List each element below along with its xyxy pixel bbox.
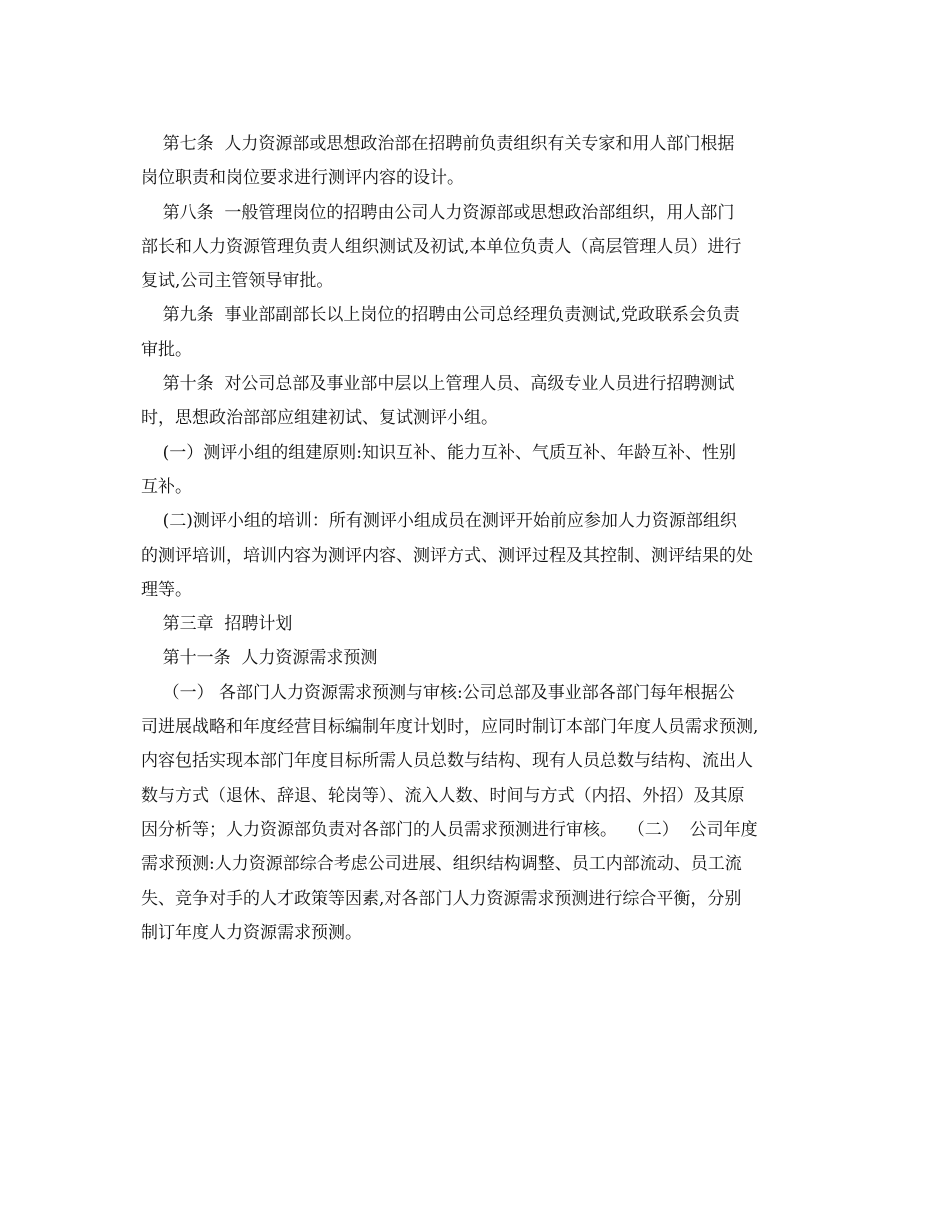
paragraph <box>141 127 813 196</box>
text-line: 第十条 对公司总部及事业部中层以上管理人员、高级专业人员进行招聘测试 <box>141 374 735 395</box>
text-line: 互补。 <box>141 476 192 497</box>
text-line: 因分析等；人力资源部负责对各部门的人员需求预测进行审核。 （二） 公司年度 <box>141 819 758 840</box>
text-line: 理等。 <box>141 579 192 600</box>
paragraph <box>141 196 813 299</box>
document-body <box>141 127 813 950</box>
paragraph <box>141 607 813 641</box>
text-line: 第三章 招聘计划 <box>141 614 293 635</box>
text-line: （一） 各部门人力资源需求预测与审核:公司总部及事业部各部门每年根据公 <box>141 682 735 703</box>
text-line: 第十一条 人力资源需求预测 <box>141 648 378 669</box>
text-line: 第八条 一般管理岗位的招聘由公司人力资源部或思想政治部组织，用人部门 <box>141 202 735 223</box>
text-line: 岗位职责和岗位要求进行测评内容的设计。 <box>141 168 464 189</box>
paragraph <box>141 298 813 367</box>
text-line: (二)测评小组的培训：所有测评小组成员在测评开始前应参加人力资源部组织 <box>141 511 737 532</box>
paragraph <box>141 436 813 505</box>
text-line: 部长和人力资源管理负责人组织测试及初试,本单位负责人（高层管理人员）进行 <box>141 236 742 257</box>
paragraph <box>141 367 813 436</box>
text-line: 失、竞争对手的人才政策等因素,对各部门人力资源需求预测进行综合平衡，分别 <box>141 888 742 909</box>
text-line: 数与方式（退休、辞退、轮岗等）、流入人数、时间与方式（内招、外招）及其原 <box>141 785 745 806</box>
paragraph <box>141 504 813 607</box>
text-line: 审批。 <box>141 339 192 360</box>
text-line: 司进展战略和年度经营目标编制年度计划时，应同时制订本部门年度人员需求预测, <box>141 717 759 738</box>
text-line: 第九条 事业部副部长以上岗位的招聘由公司总经理负责测试,党政联系会负责 <box>141 305 740 326</box>
text-line: 内容包括实现本部门年度目标所需人员总数与结构、现有人员总数与结构、流出人 <box>141 751 753 772</box>
text-line: 制订年度人力资源需求预测。 <box>141 922 362 943</box>
text-line: 时，思想政治部部应组建初试、复试测评小组。 <box>141 408 498 429</box>
paragraph <box>141 641 813 675</box>
text-line: 复试,公司主管领导审批。 <box>141 271 334 292</box>
text-line: (一）测评小组的组建原则:知识互补、能力互补、气质互补、年龄互补、性别 <box>141 442 736 463</box>
paragraph <box>141 676 813 950</box>
text-line: 的测评培训，培训内容为测评内容、测评方式、测评过程及其控制、测评结果的处 <box>141 545 753 566</box>
text-line: 第七条 人力资源部或思想政治部在招聘前负责组织有关专家和用人部门根据 <box>141 134 735 154</box>
text-line: 需求预测:人力资源部综合考虑公司进展、组织结构调整、员工内部流动、员工流 <box>141 854 742 875</box>
